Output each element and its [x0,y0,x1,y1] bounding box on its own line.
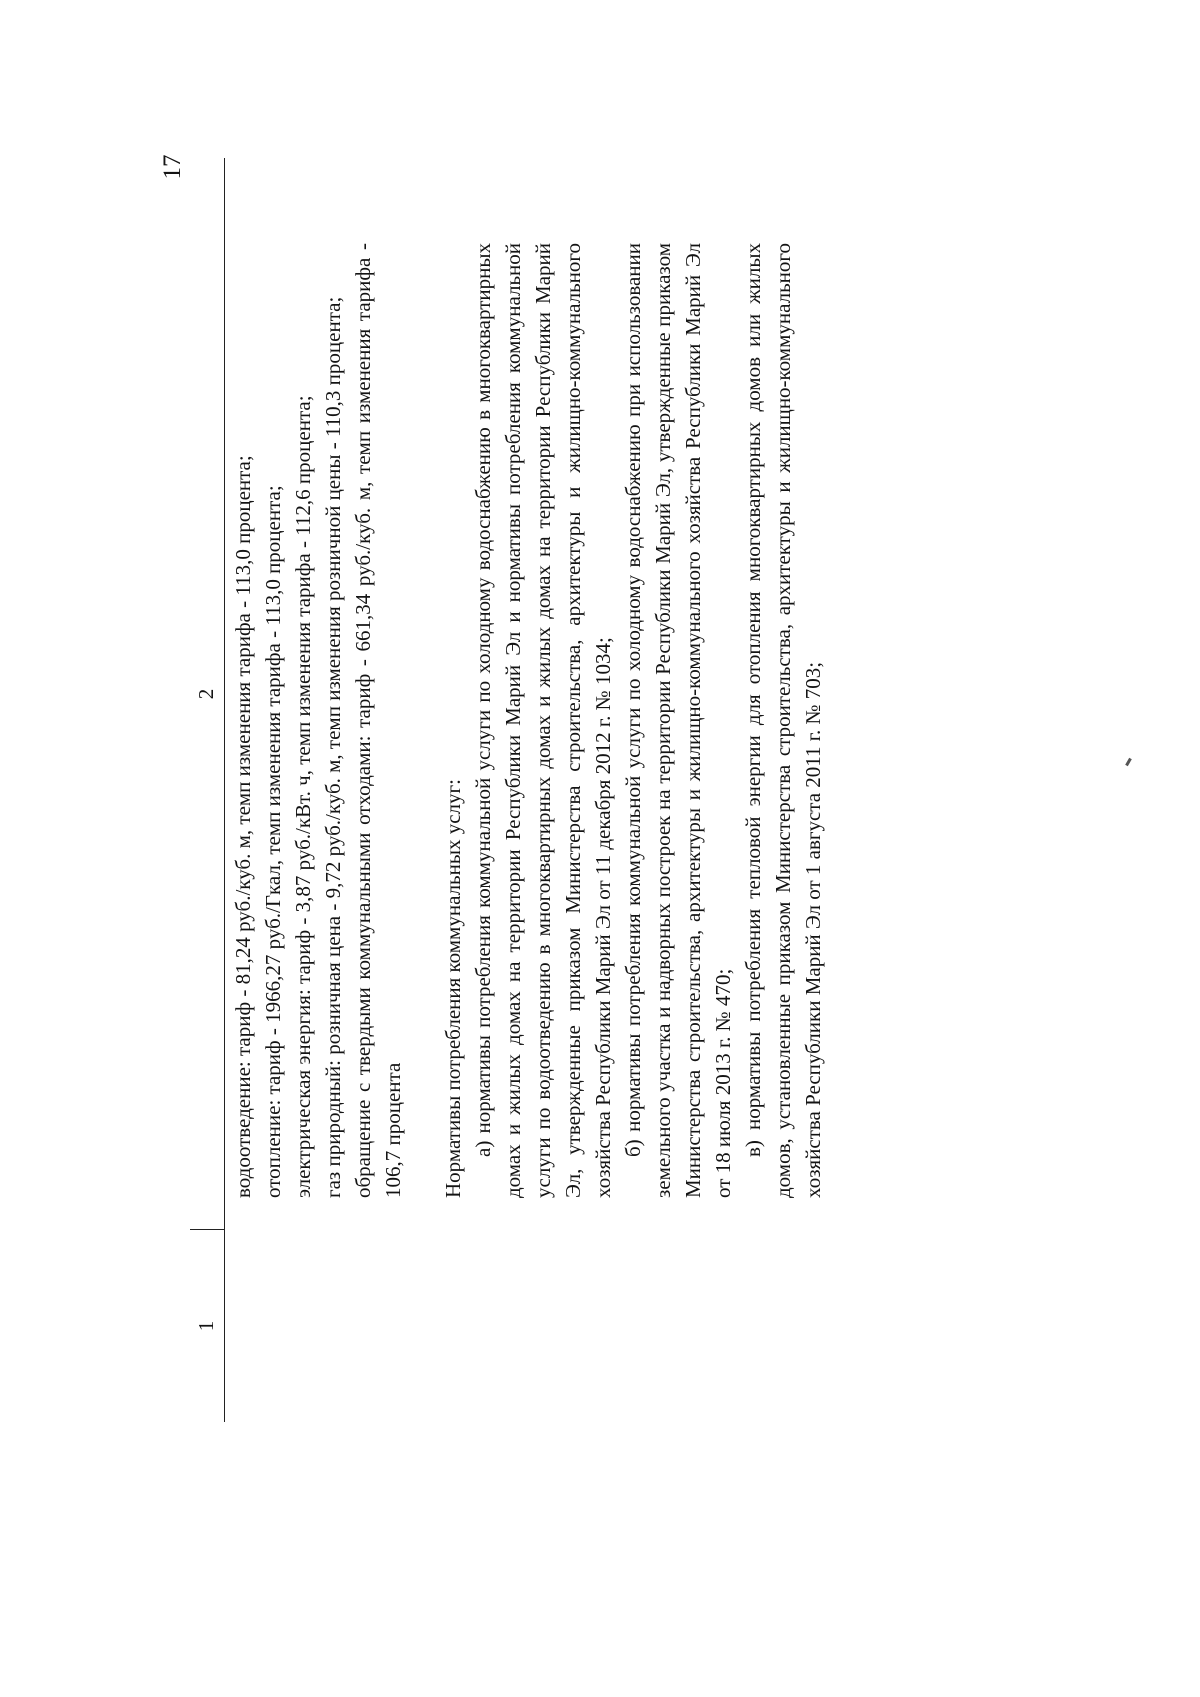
norms-heading: Нормативы потребления коммунальных услуг: [441,779,465,1198]
column-1-number: 1 [194,1320,218,1332]
tariff-line-electricity: электрическая энергия: тариф - 3,87 руб./кВт. ч, темп изменения тарифа - 112,6 процента; [291,395,315,1198]
tariff-line-water-disposal: водоотведение: тариф - 81,24 руб./куб. м, темп изменения тарифа - 113,0 процента; [231,455,255,1198]
paragraph-spacer [408,243,438,1198]
norm-item-c: в) нормативы потребления тепловой энергии для отопления многоквартирных домов или жилых домов, установленные приказом Министерства строительства, архитектуры и жилищно-коммунального хозяйства Республики Марий Эл от 1 августа 2011 г. № 703; [741,243,825,1198]
norm-item-b: б) нормативы потребления коммунальной услуги по холодному водоснабжению при использовании земельного участка и надворных построек на территории Республики Марий Эл, утвержденные приказом Министерства строительства, архитектуры и жилищно-коммунального хозяйства Республики Марий Эл от 18 июля 2013 г. № 470; [621,243,735,1198]
table-header-row [190,158,225,1422]
rotated-table [190,158,1020,1422]
column-2-number: 2 [194,688,218,700]
tariff-line-solid-waste: обращение с твердыми коммунальными отходами: тариф - 661,34 руб./куб. м, темп изменения тарифа - 106,7 процента [351,243,405,1198]
tariff-line-natural-gas: газ природный: розничная цена - 9,72 руб./куб. м, темп изменения розничной цены - 110,3 процента; [321,296,345,1198]
scan-speck [1125,758,1132,766]
table-body-cell [228,243,828,1198]
tariff-line-heating: отопление: тариф - 1966,27 руб./Гкал, темп изменения тарифа - 113,0 процента; [261,485,285,1198]
norm-item-a: а) нормативы потребления коммунальной услуги по холодному водоснабжению в многоквартирных домах и жилых домах на территории Республики Марий Эл и нормативы потребления коммунальной услуги по водоотведению в многоквартирных домах и жилых домах на территории Республики Марий Эл, утвержденные приказом Министерства строительства, архитектуры и жилищно-коммунального хозяйства Республики Марий Эл от 11 декабря 2012 г. № 1034; [471,243,615,1198]
page-number: 17 [159,154,186,180]
